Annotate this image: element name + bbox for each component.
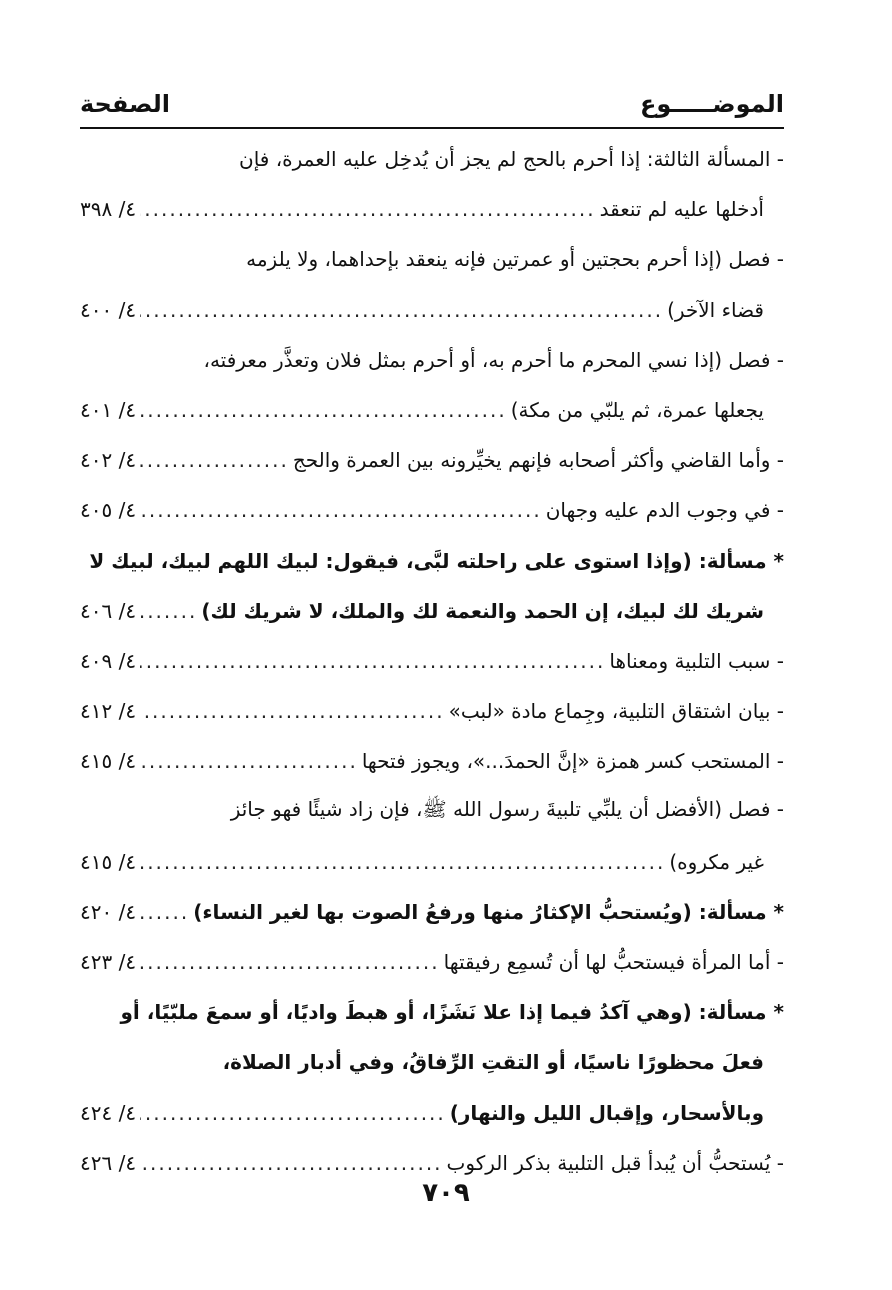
toc-entry xyxy=(80,536,784,586)
toc-entry xyxy=(80,987,784,1037)
header-rule xyxy=(80,127,784,129)
toc-entry xyxy=(80,937,784,987)
page-column-label: الصفحة xyxy=(80,90,171,118)
leader-dots xyxy=(140,448,289,472)
toc-entry xyxy=(80,636,784,686)
leader-dots xyxy=(140,398,507,422)
leader-dots xyxy=(140,649,605,673)
toc-entry-text: * مسألة: (وإذا استوى على راحلته لبَّى، فيقول: لبيك اللهم لبيك، لبيك لا xyxy=(89,548,784,573)
toc-entry xyxy=(80,485,784,535)
leader-dots xyxy=(140,900,189,924)
leader-dots xyxy=(140,599,197,623)
toc-entry-text: يجعلها عمرة، ثم يلبّي من مكة) xyxy=(510,398,764,423)
toc-entry xyxy=(80,1037,784,1087)
leader-dots xyxy=(140,298,663,322)
toc-entry xyxy=(80,385,784,435)
toc-entry-page: ٤/ ٤٠٢ xyxy=(80,448,137,473)
toc-entry-text: شريك لك لبيك، إن الحمد والنعمة لك والملك، لا شريك لك) xyxy=(201,598,764,623)
toc-entry-page: ٤/ ٤١٥ xyxy=(80,849,137,874)
toc-entry-page: ٤/ ٤٢٤ xyxy=(80,1100,137,1125)
toc-entry-text: - فصل (إذا أحرم بحجتين أو عمرتين فإنه ينعقد بإحداهما، ولا يلزمه xyxy=(246,247,784,272)
page-number: ٧٠٩ xyxy=(422,1178,470,1208)
toc-entry-text: - بيان اشتقاق التلبية، وجِماع مادة «لبب» xyxy=(448,699,784,724)
toc-entry xyxy=(80,184,784,234)
toc-entry-text: - سبب التلبية ومعناها xyxy=(609,648,784,673)
leader-dots xyxy=(140,498,542,522)
toc-entry-page: ٤/ ٤١٥ xyxy=(80,749,137,774)
toc-entry-text: - وأما القاضي وأكثر أصحابه فإنهم يخيِّرونه بين العمرة والحج xyxy=(292,448,784,473)
toc-entry xyxy=(80,1088,784,1138)
toc-entry-page: ٤/ ٣٩٨ xyxy=(80,197,137,222)
toc-entry-text: * مسألة: (ويُستحبُّ الإكثارُ منها ورفعُ الصوت بها لغير النساء) xyxy=(193,899,784,924)
toc-entry-text: * مسألة: (وهي آكدُ فيما إذا علا نَشَزًا، أو هبطَ واديًا، أو سمعَ ملبّيًا، أو xyxy=(120,1000,784,1025)
toc-entry-page: ٤/ ٤٠٥ xyxy=(80,498,137,523)
toc-entry xyxy=(80,285,784,335)
toc-entry xyxy=(80,335,784,385)
toc-entry-text: - فصل (إذا نسي المحرم ما أحرم به، أو أحرم بمثل فلان وتعذَّر معرفته، xyxy=(203,347,784,372)
toc-entry-text: - المسألة الثالثة: إذا أحرم بالحج لم يجز أن يُدخِل عليه العمرة، فإن xyxy=(239,147,784,172)
leader-dots xyxy=(140,950,440,974)
toc-entry-text: - في وجوب الدم عليه وجهان xyxy=(545,498,784,523)
toc-entry xyxy=(80,736,784,786)
subject-column-label: الموضـــــوع xyxy=(639,90,784,118)
leader-dots xyxy=(140,1101,446,1125)
leader-dots xyxy=(140,749,358,773)
toc-entry xyxy=(80,686,784,736)
toc-entry-page: ٤/ ٤٠٩ xyxy=(80,648,137,673)
toc-entry xyxy=(80,435,784,485)
toc-entry-page: ٤/ ٤٢٣ xyxy=(80,950,137,975)
toc-entry xyxy=(80,586,784,636)
toc-entry-text: أدخلها عليه لم تنعقد xyxy=(599,197,764,222)
toc-entry-page: ٤/ ٤١٢ xyxy=(80,699,137,724)
leader-dots xyxy=(140,1151,442,1175)
toc-entry-page: ٤/ ٤٢٠ xyxy=(80,899,137,924)
table-of-contents xyxy=(80,134,784,1188)
toc-entry-text: غير مكروه) xyxy=(669,849,764,874)
toc-entry-page: ٤/ ٤٠١ xyxy=(80,398,137,423)
toc-entry-text: - أما المرأة فيستحبُّ لها أن تُسمِع رفيقتها xyxy=(443,950,784,975)
toc-entry-text: - فصل (الأفضل أن يلبِّي تلبيةَ رسول الله ﷺ، فإن زاد شيئًا فهو جائز xyxy=(230,797,784,822)
toc-entry xyxy=(80,234,784,284)
toc-entry-text: قضاء الآخر) xyxy=(667,297,764,322)
toc-entry-page: ٤/ ٤٢٦ xyxy=(80,1150,137,1175)
toc-entry xyxy=(80,786,784,836)
toc-entry xyxy=(80,887,784,937)
leader-dots xyxy=(140,197,595,221)
toc-entry-text: - المستحب كسر همزة «إنَّ الحمدَ...»، ويجوز فتحها xyxy=(361,749,784,774)
toc-entry-text: - يُستحبُّ أن يُبدأ قبل التلبية بذكر الركوب xyxy=(446,1150,784,1175)
toc-entry xyxy=(80,837,784,887)
leader-dots xyxy=(140,850,665,874)
table-header xyxy=(80,84,784,124)
leader-dots xyxy=(140,699,444,723)
toc-entry-text: فعلَ محظورًا ناسيًا، أو التقتِ الرِّفاقُ، وفي أدبار الصلاة، xyxy=(222,1050,764,1075)
toc-entry-text: وبالأسحار، وإقبال الليل والنهار) xyxy=(449,1100,764,1125)
toc-entry xyxy=(80,134,784,184)
toc-entry-page: ٤/ ٤٠٦ xyxy=(80,598,137,623)
toc-entry-page: ٤/ ٤٠٠ xyxy=(80,297,137,322)
